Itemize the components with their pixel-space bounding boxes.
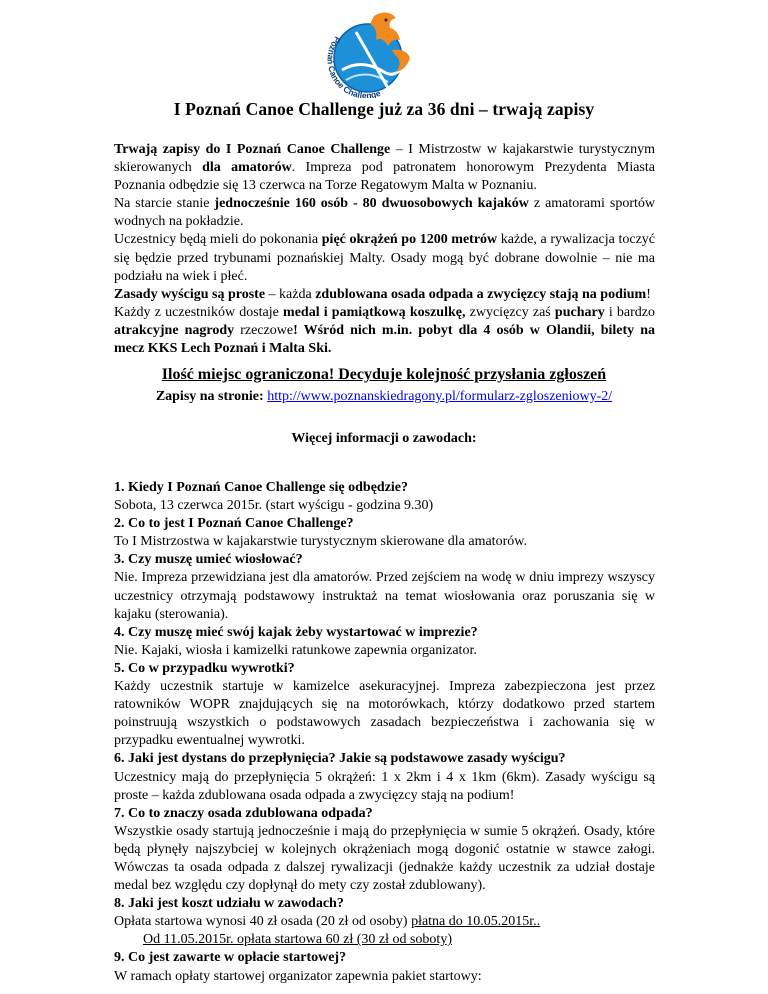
intro-paragraph: Każdy z uczestników dostaje medal i pamiątkową koszulkę, zwycięzcy zaś puchary i bardzo atrakcyjne nagrody rzeczowe! Wśród nich m.in. pobyt dla 4 osób w Olandii, bilety na mecz KKS Lech Poznań i Malta Ski. <box>114 304 656 357</box>
limited-places-heading: Ilość miejsc ograniczona! Decyduje kolejność przysłania zgłoszeń <box>161 366 607 383</box>
faq-question: 1. Kiedy I Poznań Canoe Challenge się odbędzie? <box>114 480 409 495</box>
faq-question: 3. Czy muszę umieć wiosłować? <box>114 552 303 568</box>
faq-answer: Opłata startowa wynosi 40 zł osada (20 zł od osoby) płatna do 10.05.2015r.. <box>114 914 541 930</box>
faq-question: 6. Jaki jest dystans do przepłynięcia? Jakie są podstawowe zasady wyścigu? <box>114 751 566 767</box>
faq-answer: Nie. Impreza przewidziana jest dla amatorów. Przed zejściem na wodę w dniu imprezy wszyscy uczestnicy otrzymają podstawowy instruktaż na temat wiosłowania oraz poruszania się w kajaku (sterowania). <box>114 570 655 622</box>
faq-section <box>114 479 655 986</box>
faq-answer: Wszystkie osady startują jednocześnie i mają do przepłynięcia w sumie 5 okrążeń. Osady, które będą płynęły najszybciej w kolejnych okrążeniach mogą dogonić ostatnie w stawce załogi. Wówczas ta osada odpada z dalszej rywalizacji (jednakże każdy uczestnik za udział dostaje medal bez względu czy dopłynął do mety czy został zdublowany). <box>114 823 655 894</box>
intro-paragraph: Uczestnicy będą mieli do pokonania pięć okrążeń po 1200 metrów każde, a rywalizacja toczyć się będzie przed trybunami poznańskiej Malty. Osady mogą być dobrane dowolnie – nie ma podziału na wiek i płeć. <box>114 232 656 284</box>
faq-question: 5. Co w przypadku wywrotki? <box>114 660 295 676</box>
faq-answer: Nie. Kajaki, wiosła i kamizelki ratunkowe zapewnia organizator. <box>114 642 477 658</box>
faq-question: 8. Jaki jest koszt udziału w zawodach? <box>114 896 344 912</box>
faq-answer: Każdy uczestnik startuje w kamizelce asekuracyjnej. Impreza zabezpieczona jest przez ratowników WOPR znajdujących się na motorówkach, którzy dodatkowo przed startem poinstruują wszystkich o podstawowych zasadach bezpieczeństwa i zachowania się w przypadku ewentualnej wywrotki. <box>114 679 655 749</box>
logo-emblem-icon <box>322 6 420 98</box>
logo-text: Poznań Canoe Challenge <box>325 34 382 98</box>
intro-paragraph: Trwają zapisy do I Poznań Canoe Challenge – I Mistrzostw w kajakarstwie turystycznym skierowanych dla amatorów. Impreza pod patronatem honorowym Prezydenta Miasta Poznania odbędzie się 13 czerwca na Torze Regatowym Malta w Poznaniu. <box>114 142 655 194</box>
faq-answer: To I Mistrzostwa w kajakarstwie turystycznym skierowane dla amatorów. <box>114 534 527 550</box>
registration-link[interactable]: http://www.poznanskiedragony.pl/formularz-zgloszeniowy-2/ <box>267 389 613 404</box>
faq-question: 7. Co to znaczy osada zdublowana odpada? <box>114 805 373 821</box>
faq-answer: Sobota, 13 czerwca 2015r. (start wyścigu - godzina 9.30) <box>114 498 434 514</box>
faq-question: 9. Co jest zawarte w opłacie startowej? <box>114 950 347 966</box>
faq-question: 4. Czy muszę mieć swój kajak żeby wystartować w imprezie? <box>114 624 478 640</box>
faq-answer: Od 11.05.2015r. opłata startowa 60 zł (30 zł od soboty) <box>143 932 452 948</box>
more-info-heading: Więcej informacji o zawodach: <box>291 431 477 446</box>
faq-answer: W ramach opłaty startowej organizator zapewnia pakiet startowy: <box>114 968 482 984</box>
faq-answer: Uczestnicy mają do przepłynięcia 5 okrążeń: 1 x 2km i 4 x 1km (6km). Zasady wyścigu są proste – każda zdublowana osada odpada a zwycięzcy stają na podium! <box>114 769 655 803</box>
registration-label: Zapisy na stronie: <box>155 389 264 404</box>
intro-paragraph: Zasady wyścigu są proste – każda zdublowana osada odpada a zwycięzcy stają na podium! <box>114 286 651 302</box>
registration-line <box>0 389 768 405</box>
faq-question: 2. Co to jest I Poznań Canoe Challenge? <box>114 516 354 532</box>
page-title: I Poznań Canoe Challenge już za 36 dni – trwają zapisy <box>173 99 595 119</box>
intro-paragraph: Na starcie stanie jednocześnie 160 osób - 80 dwuosobowych kajaków z amatorami sportów wodnych na pokładzie. <box>114 196 656 230</box>
intro-section <box>114 141 655 358</box>
poznan-canoe-challenge-logo <box>322 6 420 98</box>
